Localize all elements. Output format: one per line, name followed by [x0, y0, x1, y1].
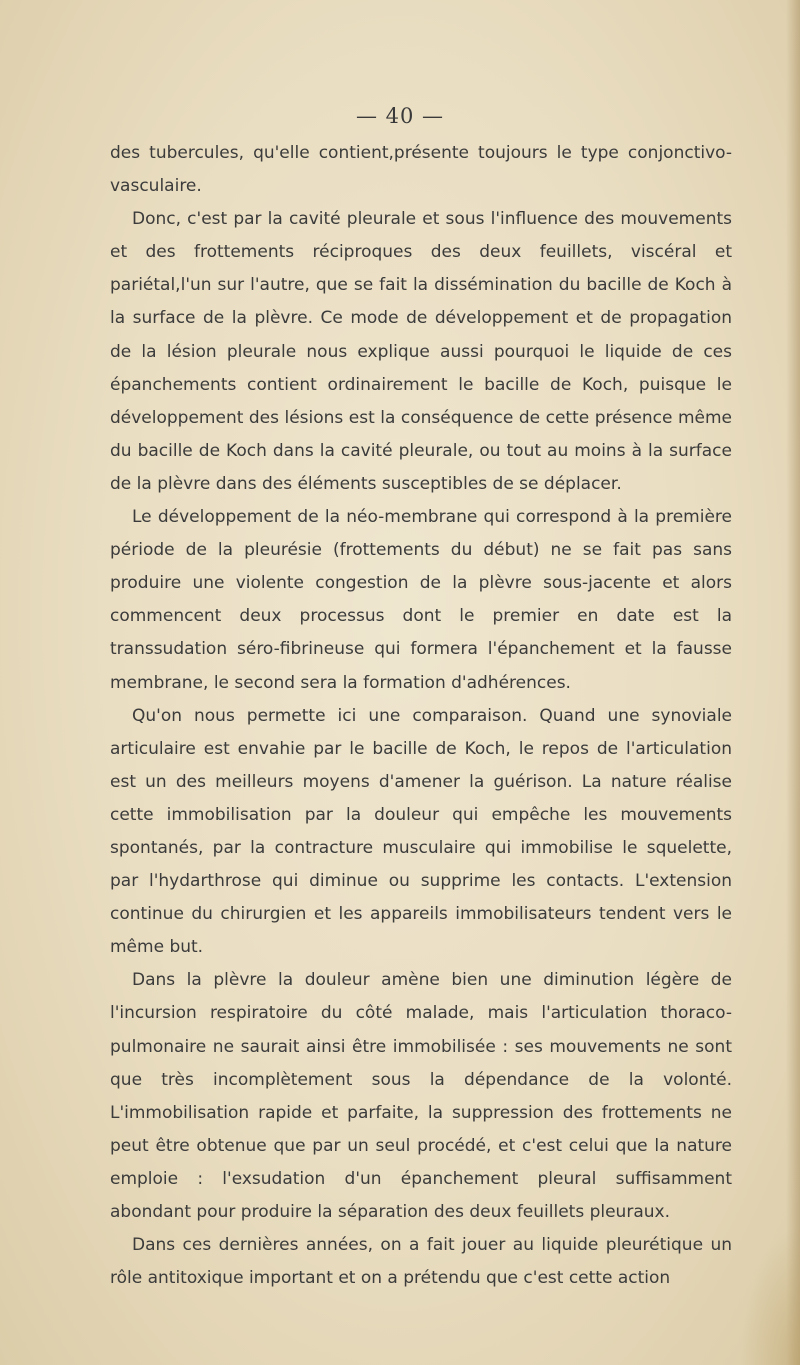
- paragraph-3: Le développement de la néo-membrane qui correspond à la première période de la pleurésie (frottements du début) ne se fait pas sans produire une violente congestion de la plèvre sous-jacente et alors commencent deux processus dont le premier en date est la transsudation séro-fibrineuse qui formera l'épanchement et la fausse membrane, le second sera la formation d'adhérences.: [110, 507, 732, 693]
- paragraph-2: Donc, c'est par la cavité pleurale et sous l'influence des mouvements et des frottements réciproques des deux feuillets, viscéral et pariétal,l'un sur l'autre, que se fait la dissémination du bacille de Koch à la surface de la plèvre. Ce mode de développement et de propagation de la lésion pleurale nous explique aussi pourquoi le liquide de ces épanchements contient ordinairement le bacille de Koch, puisque le développement des lésions est la conséquence de cette présence même du bacille de Koch dans la cavité pleurale, ou tout au moins à la surface de la plèvre dans des éléments susceptibles de se déplacer.: [110, 209, 732, 494]
- paragraph-6: Dans ces dernières années, on a fait jouer au liquide pleurétique un rôle antitoxique important et on a prétendu que c'est cette action: [110, 1235, 732, 1289]
- body-text: [110, 137, 732, 1295]
- paragraph-4: Qu'on nous permette ici une comparaison. Quand une synoviale articulaire est envahie par le bacille de Koch, le repos de l'articulation est un des meilleurs moyens d'amener la guérison. La nature réalise cette immobilisation par la douleur qui empêche les mouvements spontanés, par la contracture musculaire qui immobilise le squelette, par l'hydarthrose qui diminue ou supprime les contacts. L'extension continue du chirurgien et les appareils immobilisateurs tendent vers le même but.: [110, 705, 732, 958]
- paragraph-5: Dans la plèvre la douleur amène bien une diminution légère de l'incursion respiratoire du côté malade, mais l'articulation thoraco-pulmonaire ne saurait ainsi être immobilisée : ses mouvements ne sont que très incomplètement sous la dépendance de la volonté. L'immobilisation rapide et parfaite, la suppression des frottements ne peut être obtenue que par un seul procédé, et c'est celui que la nature emploie : l'exsudation d'un épanchement pleural suffisamment abondant pour produire la séparation des deux feuillets pleuraux.: [110, 970, 732, 1222]
- paragraph-1: des tubercules, qu'elle contient,présente toujours le type conjonctivo-vasculaire.: [110, 143, 732, 197]
- paper-stain: [740, 1225, 800, 1365]
- page-number: — 40 —: [355, 104, 445, 128]
- page-edge-shadow: [786, 0, 800, 1365]
